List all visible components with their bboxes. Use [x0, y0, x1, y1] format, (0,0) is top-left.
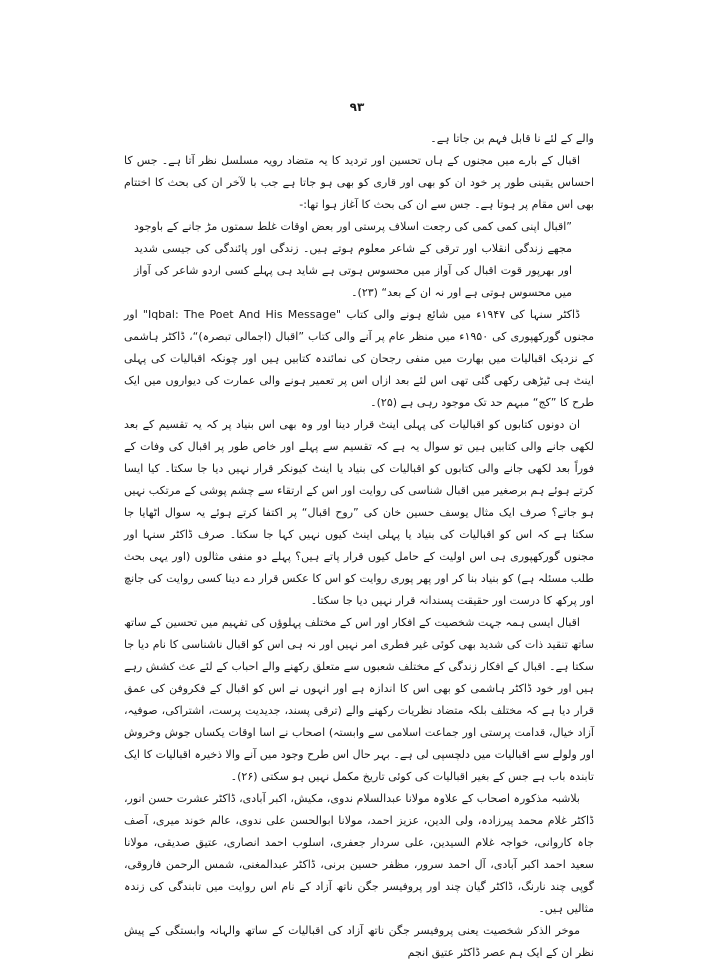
block-quote: ”اقبال اپنی کمی کمی کی رجعت اسلاف پرستی اور بعض اوقات غلط سمتوں مڑ جانے کے باوجود مجھے زندگی انقلاب اور ترقی کے شاعر معلوم ہوتے ہیں۔ زندگی اور پائندگی کی جیسی شدید اور بھرپور قوت اقبال کی آواز میں محسوس ہوتی ہے شاید ہی پہلے کسی اردو شاعر کی آواز میں محسوس ہوتی ہے اور نہ ان کے بعد“ (۲۳)۔: [134, 220, 572, 299]
paragraph: اقبال ایسی ہمہ جہت شخصیت کے افکار اور اس کے مختلف پہلوؤں کی تفہیم میں تحسین کے ساتھ ساتھ تنقید ذات کی شدید بھی کوئی غیر فطری امر نہیں اور نہ ہی اس کو اقبال ناشناسی کا نام دیا جا سکتا ہے۔ اقبال کے افکار زندگی کے مختلف شعبوں سے متعلق رکھنے والے احباب کے لئے عث کشش رہے ہیں اور خود ڈاکٹر ہاشمی کو بھی اس کا اندازہ ہے اور انہوں نے اس کو اقبال کے فکروفن کی عمق قرار دیا ہے کہ مختلف بلکہ متضاد نظریات رکھنے والے (ترقی پسند، جدیدیت پرست، اشتراکی، صوفیہ، آزاد خیال، قدامت پرستی اور جماعت اسلامی سے وابستہ) اصحاب نے اسا اوقات یکساں جوش وخروش اور ولولے سے اقبالیات میں دلچسپی لی ہے۔ بہر حال اس طرح وجود میں آنے والا ذخیرہ اقبالیات کا ایک تابندہ باب ہے جس کے بغیر اقبالیات کی کوئی تاریخ مکمل نہیں ہو سکتی (۲۶)۔: [124, 616, 594, 783]
paragraph: موخر الذکر شخصیت یعنی پروفیسر جگن ناتھ آزاد کی اقبالیات کے ساتھ والہانہ وابستگی کے پیش نظر ان کے ایک ہم عصر ڈاکٹر عتیق انجم: [124, 924, 594, 959]
paragraph: اقبال کے بارے میں مجنوں کے ہاں تحسین اور تردید کا یہ متضاد رویہ مسلسل نظر آتا ہے۔ جس کا احساس یقینی طور پر خود ان کو بھی اور قاری کو بھی ہو جاتا ہے جب با لآخر ان کی بحث کا اختتام بھی اس مقام پر ہوتا ہے۔ جس سے ان کی بحث کا آغاز ہوا تھا:-: [124, 154, 594, 211]
paragraph: ان دونوں کتابوں کو اقبالیات کی پہلی اینٹ قرار دینا اور وہ بھی اس بنیاد پر کہ یہ تقسیم کے بعد لکھی جانے والی کتابیں ہیں تو سوال یہ ہے کہ تقسیم سے پہلے اور خاص طور پر اقبال کی وفات کے فوراً بعد لکھی جانے والی کتابوں کو اقبالیات کی بنیاد یا اینٹ کیونکر قرار نہیں دیا جا سکتا۔ کیا ایسا کرتے ہوئے ہم برصغیر میں اقبال شناسی کی روایت اور اس کے ارتقاء سے چشم پوشی کے مرتکب نہیں ہو جاتے؟ صرف ایک مثال یوسف حسین خان کی ”روح اقبال“ پر اکتفا کرتے ہوئے یہ سوال اٹھایا جا سکتا ہے کہ اس کو اقبالیات کی بنیاد یا پہلی اینٹ کیوں نہیں کہا جا سکتا۔ صرف ڈاکٹر سنہا اور مجنوں گورکھپوری ہی اس اولیت کے حامل کیوں قرار پاتے ہیں؟ پہلے دو منفی مثالوں (اور یہی بحث طلب مسئلہ ہے) کو بنیاد بنا کر اور پھر پوری روایت کو اس کا عکس قرار دے دینا کسی روایت کی جانچ اور پرکھ کا درست اور حقیقت پسندانہ قرار نہیں دیا جا سکتا۔: [124, 418, 594, 607]
page-body: [124, 128, 594, 964]
paragraph: بلاشبہ مذکورہ اصحاب کے علاوہ مولانا عبدالسلام ندوی، مکیش، اکبر آبادی، ڈاکٹر عشرت حسن انور، ڈاکٹر غلام محمد پیرزادہ، ولی الدین، عزیز احمد، مولانا ابوالحسن علی ندوی، عالم خوند میری، آصف جاہ کاروانی، خواجہ غلام السیدین، علی سردار جعفری، اسلوب احمد انصاری، عتیق صدیقی، مولانا سعید احمد اکبر آبادی، آل احمد سرور، مظفر حسین برنی، ڈاکٹر عبدالمغنی، شمس الرحمن فاروقی، گوپی چند نارنگ، ڈاکٹر گیان چند اور پروفیسر جگن ناتھ آزاد کے نام اس روایت میں تابندگی کی زندہ مثالیں ہیں۔: [124, 792, 594, 915]
paragraph-continuation: والے کے لئے نا قابل فہم بن جاتا ہے۔: [430, 132, 594, 145]
paragraph: ڈاکٹر سنہا کی ۱۹۴۷ء میں شائع ہونے والی کتاب "Iqbal: The Poet And His Message" اور مجنوں گورکھپوری کی ۱۹۵۰ء میں منظر عام پر آنے والی کتاب ”اقبال (اجمالی تبصرہ)“، ڈاکٹر ہاشمی کے نزدیک اقبالیات میں بھارت میں منفی رجحان کی نمائندہ کتابیں ہیں اور چونکہ اقبالیات کی پہلی اینٹ ہی ٹیڑھی رکھی گئی تھی اس لئے بعد ازاں اس پر تعمیر ہونے والی عمارت کی دیواروں میں ایک طرح کا ”کج“ مبہم حد تک موجود رہی ہے (۲۵)۔: [124, 308, 594, 409]
page-number: ۹۳: [349, 100, 365, 114]
